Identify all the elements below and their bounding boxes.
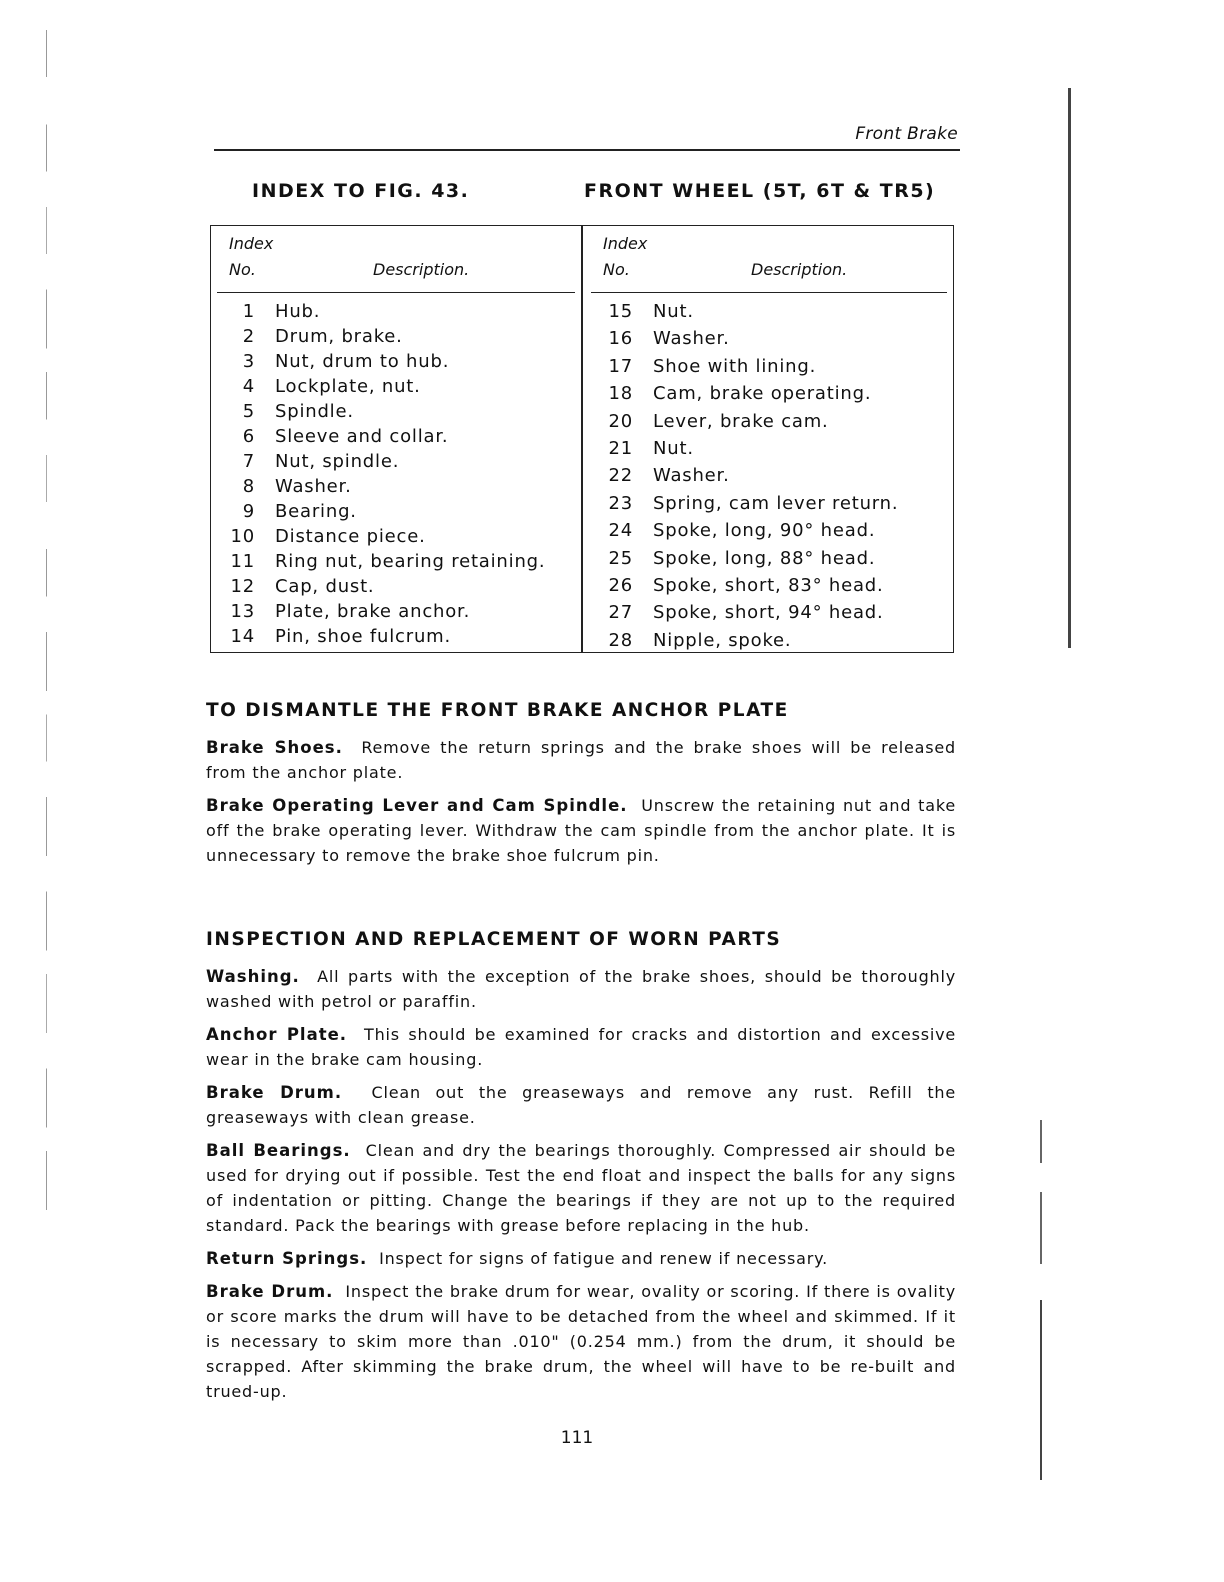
paragraph-lead: Anchor Plate.	[206, 1025, 348, 1044]
paragraph-text: All parts with the exception of the brake shoes, should be thoroughly washed with petrol or paraffin.	[206, 967, 956, 1011]
paragraph-lead: Brake Operating Lever and Cam Spindle.	[206, 796, 628, 815]
row-number: 20	[608, 410, 633, 432]
paragraph-lead: Brake Drum.	[206, 1083, 343, 1102]
row-description: Distance piece.	[275, 526, 426, 547]
row-number: 27	[608, 602, 633, 624]
row-description: Spoke, short, 83° head.	[653, 574, 884, 596]
section-heading: TO DISMANTLE THE FRONT BRAKE ANCHOR PLATE	[206, 700, 789, 721]
paragraph-lead: Ball Bearings.	[206, 1141, 351, 1160]
paragraph	[206, 793, 956, 868]
row-description: Lever, brake cam.	[653, 410, 829, 432]
row-description: Ring nut, bearing retaining.	[275, 551, 546, 572]
row-description: Cam, brake operating.	[653, 383, 872, 405]
row-number: 14	[230, 626, 255, 647]
paragraph	[206, 964, 956, 1014]
row-number: 22	[608, 465, 633, 487]
row-description: Nipple, spoke.	[653, 629, 792, 651]
row-description: Spring, cam lever return.	[653, 492, 899, 514]
header-no: No.	[229, 260, 256, 279]
paragraph-lead: Brake Drum.	[206, 1282, 334, 1301]
paragraph	[206, 1022, 956, 1072]
paragraph	[206, 1138, 956, 1238]
table-row	[211, 351, 581, 376]
row-number: 25	[608, 547, 633, 569]
section-dismantle	[206, 700, 956, 868]
scan-margin-right	[1068, 88, 1071, 648]
row-number: 1	[242, 301, 255, 322]
row-number: 18	[608, 383, 633, 405]
row-number: 23	[608, 492, 633, 514]
row-number: 11	[230, 551, 255, 572]
row-number: 4	[242, 376, 255, 397]
table-row	[211, 601, 581, 626]
header-no: No.	[603, 260, 630, 279]
row-number: 13	[230, 601, 255, 622]
scan-margin-right-lower	[1040, 1120, 1042, 1480]
table-header-left	[217, 226, 575, 293]
row-description: Spindle.	[275, 401, 354, 422]
row-description: Washer.	[653, 465, 730, 487]
paragraph	[206, 1279, 956, 1404]
table-row	[585, 383, 953, 410]
row-number: 21	[608, 437, 633, 459]
table-row	[211, 501, 581, 526]
section-heading: INSPECTION AND REPLACEMENT OF WORN PARTS	[206, 929, 782, 950]
row-description: Hub.	[275, 301, 321, 322]
table-row	[211, 451, 581, 476]
table-row	[211, 301, 581, 326]
header-rule	[214, 149, 960, 151]
row-number: 24	[608, 520, 633, 542]
paragraph-text: Inspect for signs of fatigue and renew if necessary.	[379, 1249, 829, 1268]
figure-title: FRONT WHEEL (5T, 6T & TR5)	[584, 180, 936, 202]
row-description: Lockplate, nut.	[275, 376, 421, 397]
row-description: Bearing.	[275, 501, 357, 522]
table-row	[211, 376, 581, 401]
table-row	[585, 493, 953, 520]
table-header-right	[591, 226, 947, 293]
table-row	[585, 411, 953, 438]
paragraph-lead: Washing.	[206, 967, 300, 986]
row-description: Nut, spindle.	[275, 451, 400, 472]
table-row	[585, 602, 953, 629]
row-number: 12	[230, 576, 255, 597]
row-description: Spoke, long, 88° head.	[653, 547, 876, 569]
row-number: 6	[242, 426, 255, 447]
table-row	[211, 576, 581, 601]
row-description: Shoe with lining.	[653, 355, 817, 377]
row-number: 17	[608, 355, 633, 377]
paragraph	[206, 1080, 956, 1130]
paragraph-lead: Brake Shoes.	[206, 738, 343, 757]
header-index: Index	[603, 234, 648, 253]
table-row	[211, 526, 581, 551]
row-number: 15	[608, 301, 633, 322]
table-row	[211, 326, 581, 351]
row-description: Pin, shoe fulcrum.	[275, 626, 452, 647]
table-row	[585, 465, 953, 492]
paragraph-lead: Return Springs.	[206, 1249, 368, 1268]
table-row	[585, 356, 953, 383]
page-number: 111	[560, 1428, 594, 1448]
row-number: 10	[230, 526, 255, 547]
row-description: Nut, drum to hub.	[275, 351, 450, 372]
table-row	[585, 328, 953, 355]
paragraph-text: Inspect the brake drum for wear, ovality or scoring. If there is ovality or score marks the drum will have to be detached from the wheel and skimmed. If it is necessary to skim more than .010" (0.254 mm.) from the drum, it should be scrapped. After skimming the brake drum, the wheel will have to be re-built and trued-up.	[206, 1282, 956, 1401]
table-row	[585, 520, 953, 547]
header-index: Index	[229, 234, 274, 253]
table-row	[211, 626, 581, 651]
row-number: 28	[608, 629, 633, 651]
row-number: 16	[608, 328, 633, 350]
row-description: Washer.	[653, 328, 730, 350]
table-row	[585, 630, 953, 657]
index-table	[210, 225, 954, 653]
table-row	[585, 575, 953, 602]
table-row	[585, 548, 953, 575]
index-title: INDEX TO FIG. 43.	[252, 180, 470, 202]
table-row	[211, 426, 581, 451]
paragraph	[206, 1246, 956, 1271]
table-column-left	[211, 226, 581, 651]
row-number: 2	[242, 326, 255, 347]
table-row	[585, 301, 953, 328]
paragraph-text: Clean out the greaseways and remove any rust. Refill the greaseways with clean grease.	[206, 1083, 956, 1127]
row-description: Nut.	[653, 301, 694, 322]
paragraph-text: Unscrew the retaining nut and take off the brake operating lever. Withdraw the cam spindle from the anchor plate. It is unnecessary to remove the brake shoe fulcrum pin.	[206, 796, 956, 865]
row-number: 7	[242, 451, 255, 472]
table-column-right	[585, 226, 953, 657]
paragraph-text: Clean and dry the bearings thoroughly. Compressed air should be used for drying out if possible. Test the end float and inspect the balls for any signs of indentation or pitting. Change the bearings if they are not up to the required standard. Pack the bearings with grease before replacing in the hub.	[206, 1141, 957, 1235]
row-number: 3	[242, 351, 255, 372]
row-description: Cap, dust.	[275, 576, 375, 597]
section-inspection	[206, 929, 956, 1404]
row-description: Sleeve and collar.	[275, 426, 449, 447]
row-number: 26	[608, 574, 633, 596]
row-description: Spoke, long, 90° head.	[653, 520, 876, 542]
table-row	[211, 476, 581, 501]
paragraph-text: Remove the return springs and the brake shoes will be released from the anchor plate.	[206, 738, 957, 782]
paragraph	[206, 735, 956, 785]
row-number: 9	[242, 501, 255, 522]
row-description: Washer.	[275, 476, 352, 497]
scan-margin-left	[46, 30, 47, 1210]
table-row	[585, 438, 953, 465]
running-head: Front Brake	[855, 124, 958, 144]
table-row	[211, 551, 581, 576]
header-description: Description.	[751, 260, 848, 279]
header-description: Description.	[373, 260, 470, 279]
table-column-divider	[581, 226, 583, 652]
row-description: Drum, brake.	[275, 326, 403, 347]
row-number: 5	[242, 401, 255, 422]
row-description: Plate, brake anchor.	[275, 601, 471, 622]
paragraph-text: This should be examined for cracks and distortion and excessive wear in the brake cam housing.	[206, 1025, 956, 1069]
table-row	[211, 401, 581, 426]
row-number: 8	[242, 476, 255, 497]
row-description: Nut.	[653, 437, 694, 459]
row-description: Spoke, short, 94° head.	[653, 602, 884, 624]
